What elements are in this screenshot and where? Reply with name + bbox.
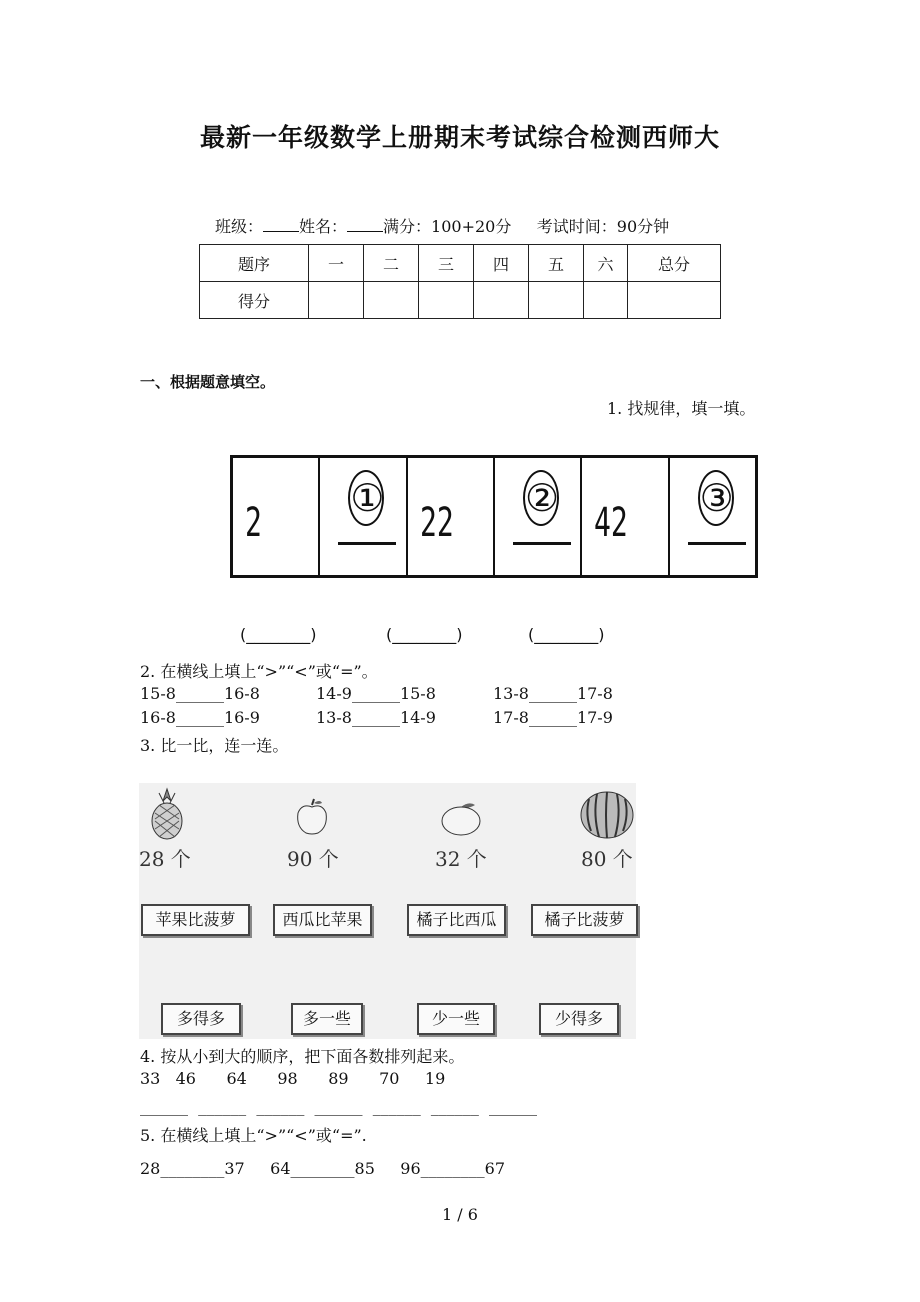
comparison-box[interactable]: 橘子比菠萝 (531, 904, 638, 936)
pattern-cell (408, 458, 495, 575)
q2-text: 2. 在横线上填上“>”“<”或“=”。 (140, 662, 378, 681)
watermelon-icon (579, 787, 635, 839)
comparison-box[interactable]: 橘子比西瓜 (407, 904, 506, 936)
pattern-cell (670, 458, 755, 575)
apple-icon (294, 797, 330, 837)
full-score: 满分：100+20分 (383, 217, 512, 236)
class-label: 班级： (215, 217, 264, 236)
score-table-score-row (200, 282, 721, 319)
answer-underline (513, 542, 571, 545)
pattern-cell (233, 458, 320, 575)
fruit-count: 80 个 (581, 847, 633, 871)
q4-numbers: 33 46 64 98 89 70 19 (140, 1069, 446, 1088)
table-cell: 三 (419, 245, 474, 282)
score-input-cell[interactable] (584, 282, 628, 319)
pattern-cell (582, 458, 669, 575)
q1-text: 1. 找规律，填一填。 (607, 399, 756, 418)
pineapple-icon (147, 787, 187, 841)
q4-text: 4. 按从小到大的顺序，把下面各数排列起来。 (140, 1047, 465, 1066)
page-number: 1 / 6 (442, 1205, 478, 1224)
score-input-cell[interactable] (628, 282, 721, 319)
table-cell: 一 (309, 245, 364, 282)
table-cell: 四 (474, 245, 529, 282)
amount-box[interactable]: 多一些 (291, 1003, 363, 1035)
q3-text: 3. 比一比，连一连。 (140, 736, 289, 755)
orange-icon (439, 801, 483, 837)
name-label: 姓名： (299, 217, 348, 236)
circled-number: ② (523, 470, 559, 526)
circled-number: ③ (698, 470, 734, 526)
exam-time: 考试时间：90分钟 (536, 217, 670, 236)
table-cell: 题序 (200, 245, 309, 282)
comparison-box[interactable]: 西瓜比苹果 (273, 904, 372, 936)
amount-box[interactable]: 少一些 (417, 1003, 495, 1035)
q5-text: 5. 在横线上填上“>”“<”或“=”. (140, 1126, 367, 1145)
fruit-count: 90 个 (287, 847, 339, 871)
score-table (199, 244, 721, 319)
q2-item[interactable]: 16-8______16-9 (140, 708, 260, 727)
q4-answer-blanks[interactable]: ______ ______ ______ ______ ______ ______ ______ (140, 1097, 538, 1116)
score-input-cell[interactable] (364, 282, 419, 319)
score-input-cell[interactable] (419, 282, 474, 319)
answer-blank-2[interactable]: (________) (386, 625, 463, 644)
score-input-cell[interactable] (309, 282, 364, 319)
pattern-cell (495, 458, 582, 575)
answer-underline (338, 542, 396, 545)
fruit-comparison-figure (139, 783, 636, 1039)
fruit-count: 28 个 (139, 847, 191, 871)
pattern-figure (230, 455, 758, 578)
page-title: 最新一年级数学上册期末考试综合检测西师大 (199, 123, 720, 152)
score-table-header-row (200, 245, 721, 282)
q2-item[interactable]: 15-8______16-8 (140, 684, 260, 703)
amount-box[interactable]: 多得多 (161, 1003, 241, 1035)
q2-item[interactable]: 14-9______15-8 (316, 684, 436, 703)
section-heading: 一、根据题意填空。 (140, 373, 276, 391)
table-cell: 六 (584, 245, 628, 282)
exam-meta (215, 214, 669, 237)
answer-underline (688, 542, 746, 545)
q2-item[interactable]: 13-8______14-9 (316, 708, 436, 727)
table-cell: 五 (529, 245, 584, 282)
class-blank[interactable] (263, 217, 299, 232)
q2-item[interactable]: 13-8______17-8 (493, 684, 613, 703)
q5-line[interactable]: 28________37 64________85 96________67 (140, 1159, 506, 1178)
name-blank[interactable] (347, 217, 383, 232)
table-cell: 总分 (628, 245, 721, 282)
pattern-number: 2 (245, 500, 262, 546)
comparison-box[interactable]: 苹果比菠萝 (141, 904, 250, 936)
score-input-cell[interactable] (474, 282, 529, 319)
answer-blank-1[interactable]: (________) (240, 625, 317, 644)
table-cell: 得分 (200, 282, 309, 319)
answer-blank-3[interactable]: (________) (528, 625, 605, 644)
q2-item[interactable]: 17-8______17-9 (493, 708, 613, 727)
score-input-cell[interactable] (529, 282, 584, 319)
pattern-number: 42 (594, 500, 629, 546)
amount-box[interactable]: 少得多 (539, 1003, 619, 1035)
fruit-count: 32 个 (435, 847, 487, 871)
table-cell: 二 (364, 245, 419, 282)
pattern-number: 22 (419, 500, 454, 546)
circled-number: ① (348, 470, 384, 526)
pattern-cell (320, 458, 407, 575)
